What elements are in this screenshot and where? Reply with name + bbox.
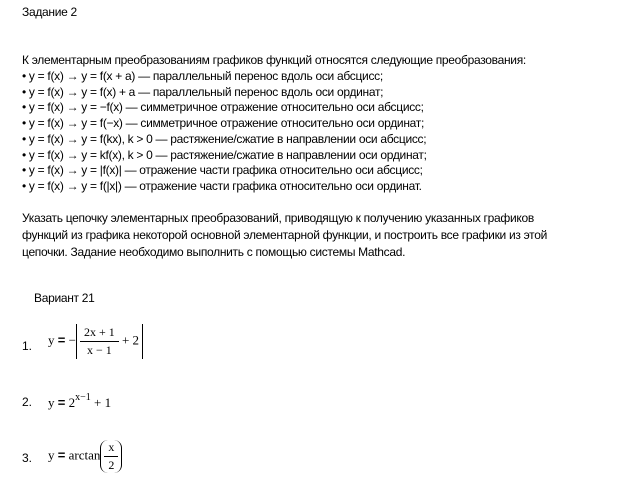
rule-item: • y = f(x) → y = f(x + a) — параллельный перенос вдоль оси абсцисс; — [22, 69, 383, 83]
assignment-title: Задание 2 — [22, 5, 77, 19]
fraction-denominator: 2 — [108, 458, 115, 472]
fraction — [80, 325, 119, 358]
power-base: 2 — [68, 395, 76, 410]
formula-1 — [48, 324, 143, 359]
power-exponent: x−1 — [75, 392, 91, 403]
rule-item: • y = f(x) → y = f(x) + a — параллельный перенос вдоль оси ординат; — [22, 84, 384, 99]
rule-item: • y = f(x) → y = f(|x|) — отражение части графика относительно оси ординат. — [22, 178, 422, 193]
intro-text: К элементарным преобразованиям графиков функций относятся следующие преобразования: — [22, 53, 526, 67]
fraction-numerator: x — [104, 440, 118, 457]
rule-item: • y = f(x) → y = −f(x) — симметричное отражение относительно оси абсцисс; — [22, 100, 424, 115]
rule-item: • y = f(x) → y = f(kx), k > 0 — растяжение/сжатие в направлении оси абсцисс; — [22, 131, 427, 146]
formula-lhs: y — [48, 332, 55, 348]
fraction-numerator: 2x + 1 — [80, 325, 119, 342]
formula-lhs: y — [48, 447, 55, 463]
variant-label: Вариант 21 — [34, 291, 95, 305]
item-number: 1. — [22, 339, 33, 353]
transformation-rules-list — [22, 69, 427, 195]
rule-item: • y = f(x) → y = f(−x) — симметричное отражение относительно оси ординат; — [22, 116, 424, 131]
minus-sign: − — [68, 332, 76, 348]
fraction-denominator: x − 1 — [86, 343, 112, 357]
equals-sign: = — [57, 332, 66, 348]
function-name: arctan — [68, 447, 101, 463]
item-number: 2. — [22, 395, 33, 409]
absolute-value — [76, 324, 143, 359]
equals-sign: = — [57, 447, 66, 463]
formula-3 — [48, 440, 122, 473]
formula-2 — [48, 392, 111, 411]
fraction — [104, 440, 118, 473]
item-number: 3. — [22, 451, 33, 465]
rule-item: • y = f(x) → y = kf(x), k > 0 — растяжение/сжатие в направлении оси ординат; — [22, 147, 427, 162]
formula-tail: + 1 — [93, 395, 112, 410]
formula-tail: + 2 — [121, 332, 140, 348]
parentheses — [100, 440, 122, 473]
task-text: Указать цепочку элементарных преобразований, приводящую к получению указанных графиков функций из графика некоторой основной элементарной функции, и построить все графики из этой цепочки. Задание необходимо выполнить с помощью системы Mathcad. — [22, 211, 547, 259]
equals-sign: = — [57, 395, 66, 410]
rule-item: • y = f(x) → y = |f(x)| — отражение части графика относительно оси абсцисс; — [22, 163, 423, 178]
formula-lhs: y — [48, 395, 55, 410]
